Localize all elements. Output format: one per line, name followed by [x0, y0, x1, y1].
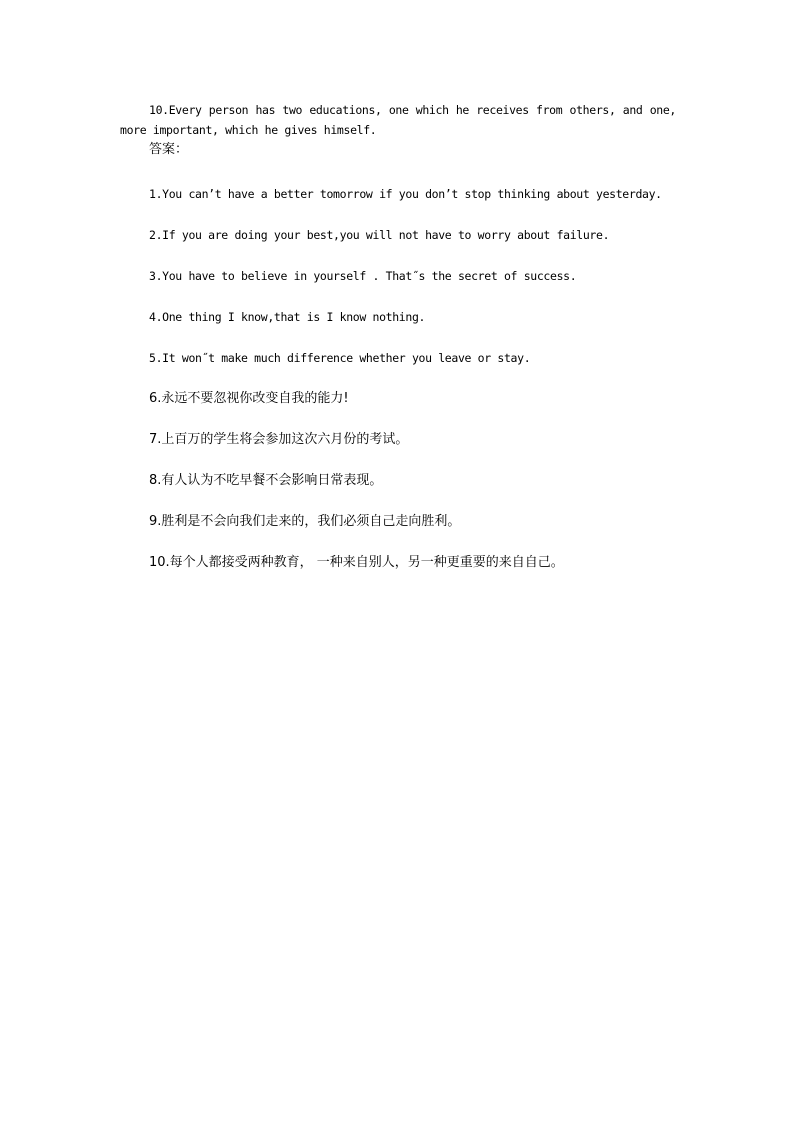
answer-item-10: 10.每个人都接受两种教育， 一种来自别人，另一种更重要的来自自己。	[149, 555, 564, 570]
answer-item-5: 5.It won˝t make much difference whether you leave or stay.	[149, 351, 531, 365]
paragraph-item-10-english: 10.Every person has two educations, one which he receives from others, and one, more important, which he gives himself.	[120, 103, 676, 137]
document-page	[120, 100, 676, 573]
answer-item-7: 7.上百万的学生将会参加这次六月份的考试。	[149, 432, 409, 447]
answer-item-1: 1.You can’t have a better tomorrow if you don’t stop thinking about yesterday.	[149, 187, 662, 201]
answer-item-3: 3.You have to believe in yourself . That˝s the secret of success.	[149, 269, 577, 283]
answer-item-9: 9.胜利是不会向我们走来的，我们必须自己走向胜利。	[149, 514, 461, 529]
answer-item-4: 4.One thing I know,that is I know nothing.	[149, 310, 426, 324]
answer-item-6: 6.永远不要忽视你改变自我的能力!	[149, 391, 349, 406]
answer-item-2: 2.If you are doing your best,you will not have to worry about failure.	[149, 228, 610, 242]
answer-item-8: 8.有人认为不吃早餐不会影响日常表现。	[149, 473, 383, 488]
answers-heading: 答案：	[149, 142, 189, 157]
